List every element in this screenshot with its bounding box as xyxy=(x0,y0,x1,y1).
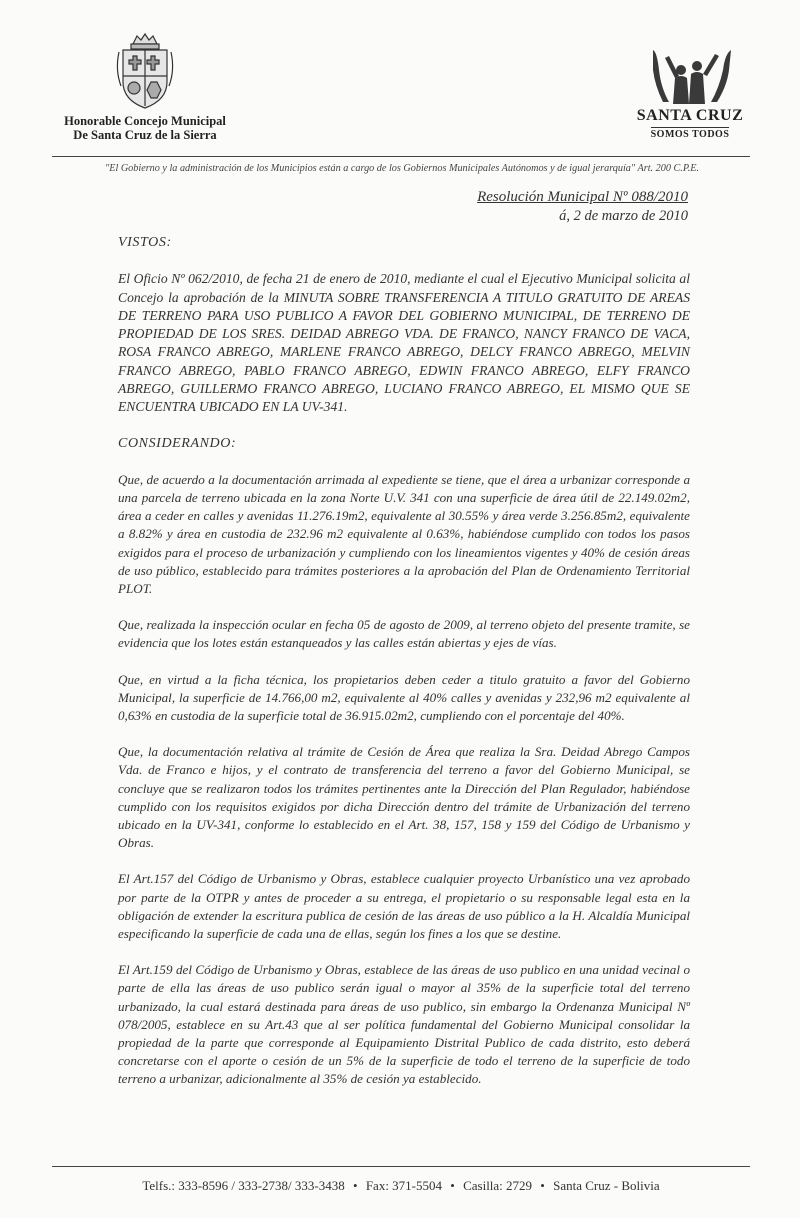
vistos-heading: VISTOS: xyxy=(118,235,172,250)
considerando-paragraph-3: Que, en virtud a la ficha técnica, los propietarios deben ceder a titulo gratuito a favor del Gobierno Municipal, la superficie de 14.766,00 m2, equivalente al 40% calles y avenidas y 232,96 m2 equivalente al 0,63% en custodia de la superficie total de 36.915.02m2, cumpliendo con el porcentaje del 40%. xyxy=(118,671,690,724)
considerando-heading: CONSIDERANDO: xyxy=(118,435,237,451)
considerando-paragraph-6: El Art.159 del Código de Urbanismo y Obras, establece de las áreas de uso publico en una unidad vecinal o parte de ella las áreas de uso publico serán igual o mayor al 35% de la superficie total del terreno urbanizado, la cual estará destinada para áreas de uso publico, sin embargo la Ordenanza Municipal Nº 078/2005, establece en su Art.43 que al ser política fundamental del Gobierno Municipal consolidar la propiedad de la parte que corresponde al Equipamiento Distrital Publico de cada distrito, esto deberá concretarse con el aporte o cesión de un 5% de la superficie de todo el terreno de la superficie de todo terreno a urbanizar, adicionalmente al 35% de cesión ya establecido. xyxy=(118,962,690,1087)
considerando-paragraph-1: Que, de acuerdo a la documentación arrimada al expediente se tiene, que el área a urbanizar corresponde a una parcela de terreno ubicada en la zona Norte U.V. 341 con una superficie de área útil de 22.149.02m2, área a ceder en calles y avenidas 11.276.19m2, equivalente al 30.55% y área verde 3.256.85m2, equivalente a 8.82% y área en custodia de 232.96 m2 equivalente al 0.63%, habiéndose cumplido con todos los pasos exigidos para el proceso de urbanización y cumpliendo con los lineamientos vigentes y 40% de cesión áreas de uso público, establecido para trámites posteriores a la aprobación del Plan de Ordenamiento Territorial PLOT. xyxy=(118,471,690,596)
contact-footer xyxy=(52,1178,750,1194)
logo-slogan: SOMOS TODOS xyxy=(650,129,730,140)
considerando-paragraph-2: Que, realizada la inspección ocular en fecha 05 de agosto de 2009, al terreno objeto del presente tramite, se evidencia que los lotes están estanqueados y las calles están abiertas y ejes de vías. xyxy=(118,617,690,651)
council-name-line1: Honorable Concejo Municipal xyxy=(64,114,226,128)
footer-fax: Fax: 371-5504 xyxy=(365,1178,443,1193)
vistos-paragraph: El Oficio Nº 062/2010, de fecha 21 de enero de 2010, mediante el cual el Ejecutivo Municipal solicita al Concejo la aprobación de la MINUTA SOBRE TRANSFERENCIA A TITULO GRATUITO DE AREAS DE TERRENO PARA USO PUBLICO A FAVOR DEL GOBIERNO MUNICIPAL, DE TERRENO DE PROPIEDAD DE LOS SRES. DEIDAD ABREGO VDA. DE FRANCO, NANCY FRANCO DE VACA, ROSA FRANCO ABREGO, MARLENE FRANCO ABREGO, DELCY FRANCO ABREGO, MELVIN FRANCO ABREGO, PABLO FRANCO ABREGO, EDWIN FRANCO ABREGO, ELFY FRANCO ABREGO, GUILLERMO FRANCO ABREGO, LUCIANO FRANCO ABREGO, EL MISMO QUE SE ENCUENTRA UBICADO EN LA UV-341. xyxy=(118,271,690,415)
constitution-motto: "El Gobierno y la administración de los Municipios están a cargo de los Gobiernos Municipales Autónomos y de igual jerarquía" Art. 200 C.P.E. xyxy=(104,163,700,174)
council-header xyxy=(60,30,230,142)
logo-name: SANTA CRUZ xyxy=(636,107,744,124)
santa-cruz-figures-icon xyxy=(635,40,745,112)
resolution-date: á, 2 de marzo de 2010 xyxy=(559,208,688,224)
resolution-title: Resolución Municipal Nº 088/2010 xyxy=(477,189,688,205)
considerando-paragraph-5: El Art.157 del Código de Urbanismo y Obras, establece cualquier proyecto Urbanístico una vez aprobado por parte de la OTPR y antes de proceder a su entrega, el propietario o su responsable legal esta en la obligación de extender la escritura publica de cesión de las áreas de uso público a la H. Alcaldía Municipal especificando la superficie de cada una de ellas, según los fines a los que se destine. xyxy=(118,871,690,942)
council-name-line2: De Santa Cruz de la Sierra xyxy=(73,128,217,142)
footer-separator: • xyxy=(450,1178,455,1193)
footer-separator: • xyxy=(353,1178,358,1193)
footer-divider xyxy=(52,1166,750,1167)
header-divider xyxy=(52,156,750,157)
document-body xyxy=(118,234,690,1107)
footer-phones: Telfs.: 333-8596 / 333-2738/ 333-3438 xyxy=(142,1178,345,1193)
footer-casilla: Casilla: 2729 xyxy=(463,1178,533,1193)
santa-cruz-logo xyxy=(630,40,750,142)
considerando-paragraph-4: Que, la documentación relativa al trámite de Cesión de Área que realiza la Sra. Deidad Abrego Campos Vda. de Franco e hijos, y el contrato de transferencia del terreno a favor del Gobierno Municipal, se concluye que se realizaron todos los trámites pertinentes ante la Dirección del Plan Regulador, habiéndose cumplido con los requisitos exigidos por dicha Dirección dentro del trámite de Urbanización del terreno ubicado en la UV-341, conforme lo establecido en el Art. 38, 157, 158 y 159 del Código de Urbanismo y Obras. xyxy=(118,744,690,851)
footer-city: Santa Cruz - Bolivia xyxy=(553,1178,660,1193)
footer-separator: • xyxy=(540,1178,545,1193)
coat-of-arms-icon xyxy=(113,30,177,112)
